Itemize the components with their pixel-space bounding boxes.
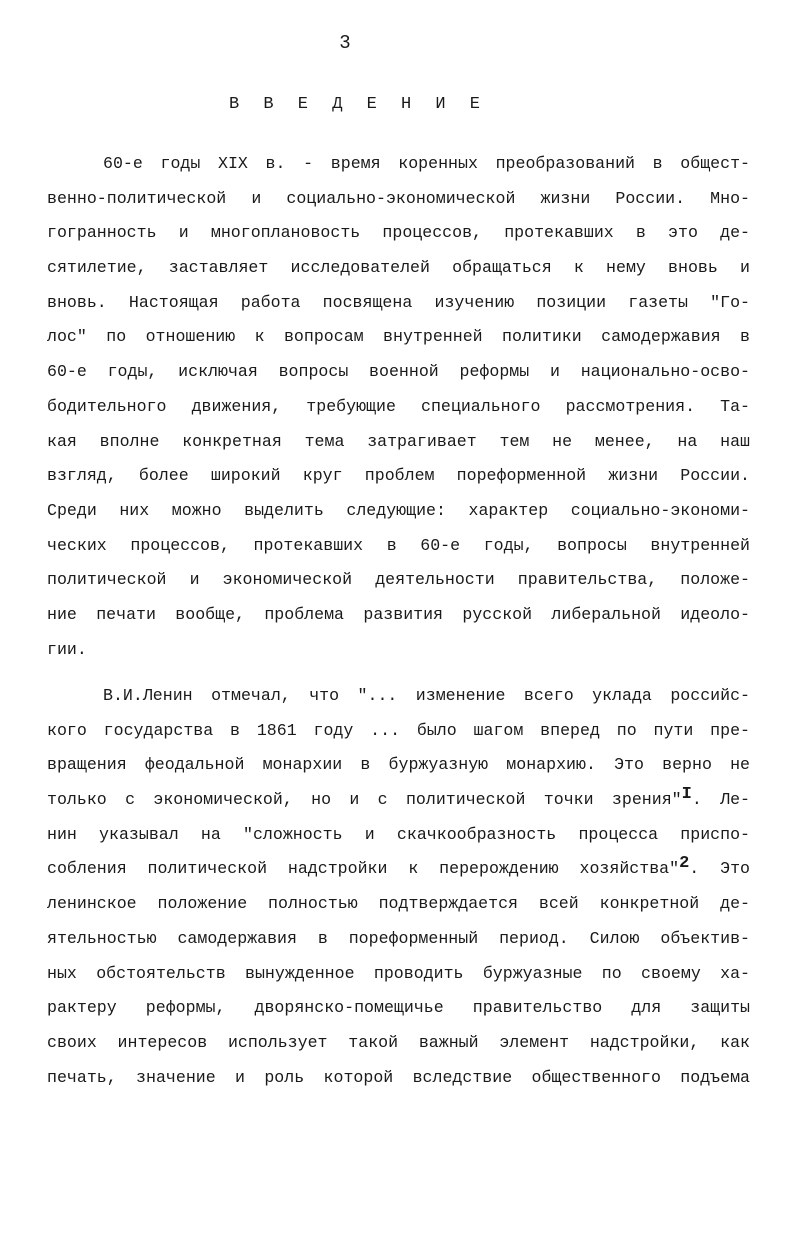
section-heading: В В Е Д Е Н И Е	[228, 95, 488, 114]
text-line: взгляд, более широкий круг проблем пореформенной жизни России.	[47, 466, 750, 486]
text-line: ленинское положение полностью подтверждается всей конкретной де-	[47, 894, 750, 914]
footnote-marker: 2	[679, 854, 690, 874]
text-line: вращения феодальной монархии в буржуазную монархию. Это верно не	[47, 755, 750, 775]
paragraph-1	[47, 147, 750, 667]
footnote-marker: I	[681, 785, 692, 805]
text-line-with-footnote	[47, 852, 750, 887]
text-segment: . Это	[689, 859, 750, 879]
text-line: ние печати вообще, проблема развития русской либеральной идеоло-	[47, 604, 750, 624]
text-segment: только с экономической, но и с политической точки зрения"	[47, 790, 682, 810]
text-line: кого государства в 1861 году ... было шагом вперед по пути пре-	[47, 720, 750, 740]
text-line: лос" по отношению к вопросам внутренней политики самодержавия в	[47, 327, 750, 347]
text-line: ятельностью самодержавия в пореформенный период. Силою объектив-	[47, 928, 750, 948]
text-line: своих интересов использует такой важный элемент надстройки, как	[47, 1032, 750, 1052]
text-line: сятилетие, заставляет исследователей обращаться к нему вновь и	[47, 258, 750, 278]
text-line-with-footnote	[47, 783, 750, 818]
text-line: вновь. Настоящая работа посвящена изучению позиции газеты "Го-	[47, 292, 750, 312]
text-line: кая вполне конкретная тема затрагивает тем не менее, на наш	[47, 431, 750, 451]
text-line: В.И.Ленин отмечал, что "... изменение всего уклада российс-	[103, 686, 750, 705]
text-line: нин указывал на "сложность и скачкообразность процесса приспо-	[47, 824, 750, 844]
text-line: бодительного движения, требующие специального рассмотрения. Та-	[47, 396, 750, 416]
text-segment: . Ле-	[691, 790, 750, 810]
text-line: гогранность и многоплановость процессов, протекавших в это де-	[47, 223, 750, 243]
text-line: 60-е годы, исключая вопросы военной реформы и национально-осво-	[47, 362, 750, 382]
text-line: политической и экономической деятельности правительства, положе-	[47, 570, 750, 590]
text-line: Среди них можно выделить следующие: характер социально-экономи-	[47, 500, 750, 520]
text-line: ческих процессов, протекавших в 60-е годы, вопросы внутренней	[47, 535, 750, 555]
text-line: рактеру реформы, дворянско-помещичье правительство для защиты	[47, 998, 750, 1018]
text-line: печать, значение и роль которой вследствие общественного подъема	[47, 1067, 750, 1087]
text-segment: собления политической надстройки к перерождению хозяйства"	[47, 859, 680, 879]
text-line: венно-политической и социально-экономической жизни России. Мно-	[47, 188, 750, 208]
page-number: 3	[339, 32, 351, 54]
text-line: ных обстоятельств вынужденное проводить буржуазные по своему ха-	[47, 963, 750, 983]
text-line: 60-е годы XIX в. - время коренных преобразований в общест-	[103, 154, 750, 173]
text-line: гии.	[47, 639, 87, 659]
paragraph-2	[47, 679, 750, 1095]
